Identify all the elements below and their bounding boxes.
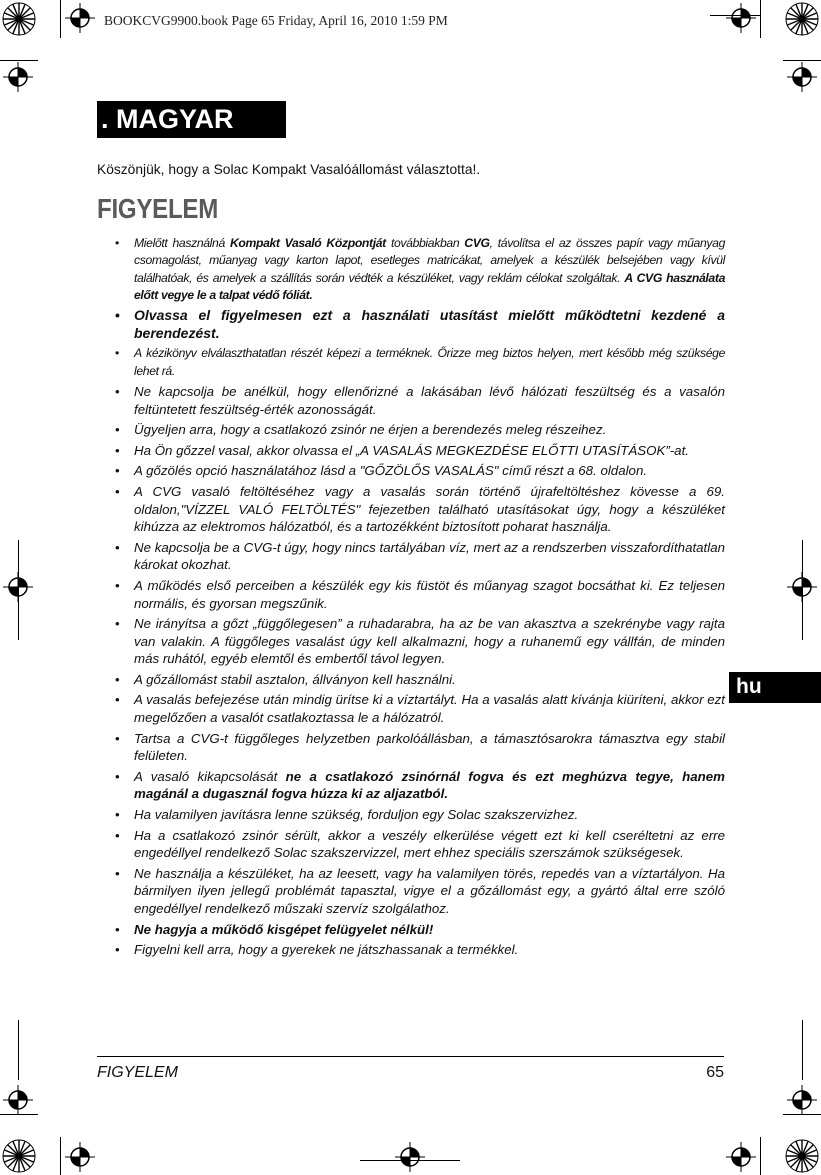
- warning-item: • Ne használja a készüléket, ha az leesett, vagy ha valamilyen törés, repedés van a víztartályon. Ha bármilyen ilyen jellegű problémát tapasztal, vigye el a gőzállomást egy, a gyártó által erre szóló engedéllyel rendelkező műszaki szervíz szolgálathoz.: [110, 865, 725, 918]
- warning-item: • A kézikönyv elválaszthatatlan részét képezi a terméknek. Őrizze meg biztos helyen, mert később még szüksége lehet rá.: [110, 345, 725, 380]
- language-tab: hu: [729, 672, 821, 703]
- registration-mark-icon: [65, 1142, 95, 1172]
- warning-emphasis: Ne hagyja a működő kisgépet felügyelet nélkül!: [134, 921, 434, 937]
- warning-item: • Ne kapcsolja be anélkül, hogy ellenőrizné a lakásában lévő hálózati feszültség és a vasalón feltüntetett feszültség-érték azonosságát.: [110, 383, 725, 418]
- warning-item: • A vasalás befejezése után mindig ürítse ki a víztartályt. Ha a vasalás alatt kívánja kiüríteni, akkor ezt megelőzően a vasalót csatlakoztassa le a hálózatról.: [110, 691, 725, 726]
- registration-mark-icon: [787, 62, 817, 92]
- warning-text: A vasaló kikapcsolását: [134, 768, 286, 784]
- warning-item: • Ne kapcsolja be a CVG-t úgy, hogy nincs tartályában víz, mert az a rendszerben visszafordíthatatlan károkat okozhat.: [110, 539, 725, 574]
- registration-mark-icon: [726, 1142, 756, 1172]
- crop-mark: [802, 1020, 803, 1080]
- warning-item: [110, 921, 725, 939]
- warning-item: • Tartsa a CVG-t függőleges helyzetben parkolóállásban, a támasztósarokra támasztva egy stabil felületen.: [110, 730, 725, 765]
- crop-mark: [760, 0, 761, 38]
- registration-mark-icon: [787, 572, 817, 602]
- warning-text: Mielőtt használná: [134, 236, 230, 250]
- warning-emphasis: ne a csatlakozó zsinórnál fogva és ezt meghúzva tegye, hanem magánál a dugasznál fogva húzza ki az aljazatból.: [134, 768, 726, 802]
- crop-mark: [0, 60, 38, 61]
- intro-text: Köszönjük, hogy a Solac Kompakt Vasalóállomást választotta!.: [97, 162, 481, 177]
- warning-item: • A gőzölés opció használatához lásd a "GŐZÖLŐS VASALÁS" című részt a 68. oldalon.: [110, 462, 725, 480]
- footer-section-title: FIGYELEM: [97, 1064, 178, 1081]
- crop-mark: [783, 60, 821, 61]
- warning-item: • Ha Ön gőzzel vasal, akkor olvassa el „A VASALÁS MEGKEZDÉSE ELŐTTI UTASÍTÁSOK”-at.: [110, 442, 725, 460]
- warning-text: továbbiakban: [385, 236, 465, 250]
- crop-mark: [60, 0, 61, 38]
- print-header: BOOKCVG9900.book Page 65 Friday, April 16, 2010 1:59 PM: [104, 13, 448, 28]
- warning-item: • Ne irányítsa a gőzt „függőlegesen” a ruhadarabra, ha az be van akasztva a szekrénybe vagy rajta van valakin. A függőleges vasalást úgy kell alkalmazni, hogy a ruhanemű egy vállfán, de minden más ruhától, egyéb elemtől és embertől távol legyen.: [110, 615, 725, 668]
- color-star-icon: [2, 2, 36, 36]
- registration-mark-icon: [3, 62, 33, 92]
- warning-item: [110, 235, 725, 304]
- warning-item: • A gőzállomást stabil asztalon, állványon kell használni.: [110, 671, 725, 689]
- warning-item: • Figyelni kell arra, hogy a gyerekek ne játszhassanak a termékkel.: [110, 941, 725, 959]
- crop-mark: [18, 1020, 19, 1080]
- warning-text: , távolítsa el az összes papír vagy műanyag csomagolást, műanyag vagy karton lapot, esetleges matricákat, amelyek a készülék belsejében vagy kívül találhatóak, és amelyek a szállítás során védték a készüléket, vagy reklám célokat szolgáltak.: [134, 236, 726, 285]
- color-star-icon: [785, 2, 819, 36]
- warning-emphasis: A CVG használata előtt vegye le a talpat védő fóliát.: [134, 270, 726, 302]
- crop-mark: [760, 1137, 761, 1175]
- color-star-icon: [2, 1139, 36, 1173]
- language-section-banner: . MAGYAR: [97, 101, 286, 138]
- color-star-icon: [785, 1139, 819, 1173]
- crop-mark: [60, 1137, 61, 1175]
- warning-item: • Ha valamilyen javításra lenne szükség, forduljon egy Solac szakszervizhez.: [110, 806, 725, 824]
- registration-mark-icon: [395, 1142, 425, 1172]
- registration-mark-icon: [3, 1085, 33, 1115]
- warning-item: • Ha a csatlakozó zsinór sérült, akkor a veszély elkerülése végett ezt ki kell cseréltetni az erre engedéllyel rendelkező Solac szakszervizzel, mert ehhez speciális szerszámok szükségesek.: [110, 827, 725, 862]
- registration-mark-icon: [787, 1085, 817, 1115]
- registration-mark-icon: [3, 572, 33, 602]
- page-title: FIGYELEM: [97, 193, 219, 224]
- warning-item: [110, 768, 725, 803]
- registration-mark-icon: [726, 3, 756, 33]
- warning-item: • Olvassa el figyelmesen ezt a használati utasítást mielőtt működtetni kezdené a berendezést.: [110, 307, 725, 342]
- warning-list: [110, 235, 725, 962]
- warning-item: • Ügyeljen arra, hogy a csatlakozó zsinór ne érjen a berendezés meleg részeihez.: [110, 421, 725, 439]
- registration-mark-icon: [65, 3, 95, 33]
- warning-item: • A CVG vasaló feltöltéséhez vagy a vasalás során történő újrafeltöltéshez kövesse a 69. oldalon,"VÍZZEL VALÓ FELTÖLTÉS" fejezetben található utasításokat úgy, hogy a készüléket kihúzza az elektromos hálózatból, és a tartozékként biztosított poharat használja.: [110, 483, 725, 536]
- product-name: Kompakt Vasaló Központját: [229, 236, 386, 250]
- page-number: 65: [706, 1064, 724, 1081]
- product-abbreviation: CVG: [464, 236, 490, 250]
- footer-divider: [97, 1056, 724, 1057]
- warning-item: • A működés első perceiben a készülék egy kis füstöt és műanyag szagot bocsáthat ki. Ez teljesen normális, és gyorsan megszűnik.: [110, 577, 725, 612]
